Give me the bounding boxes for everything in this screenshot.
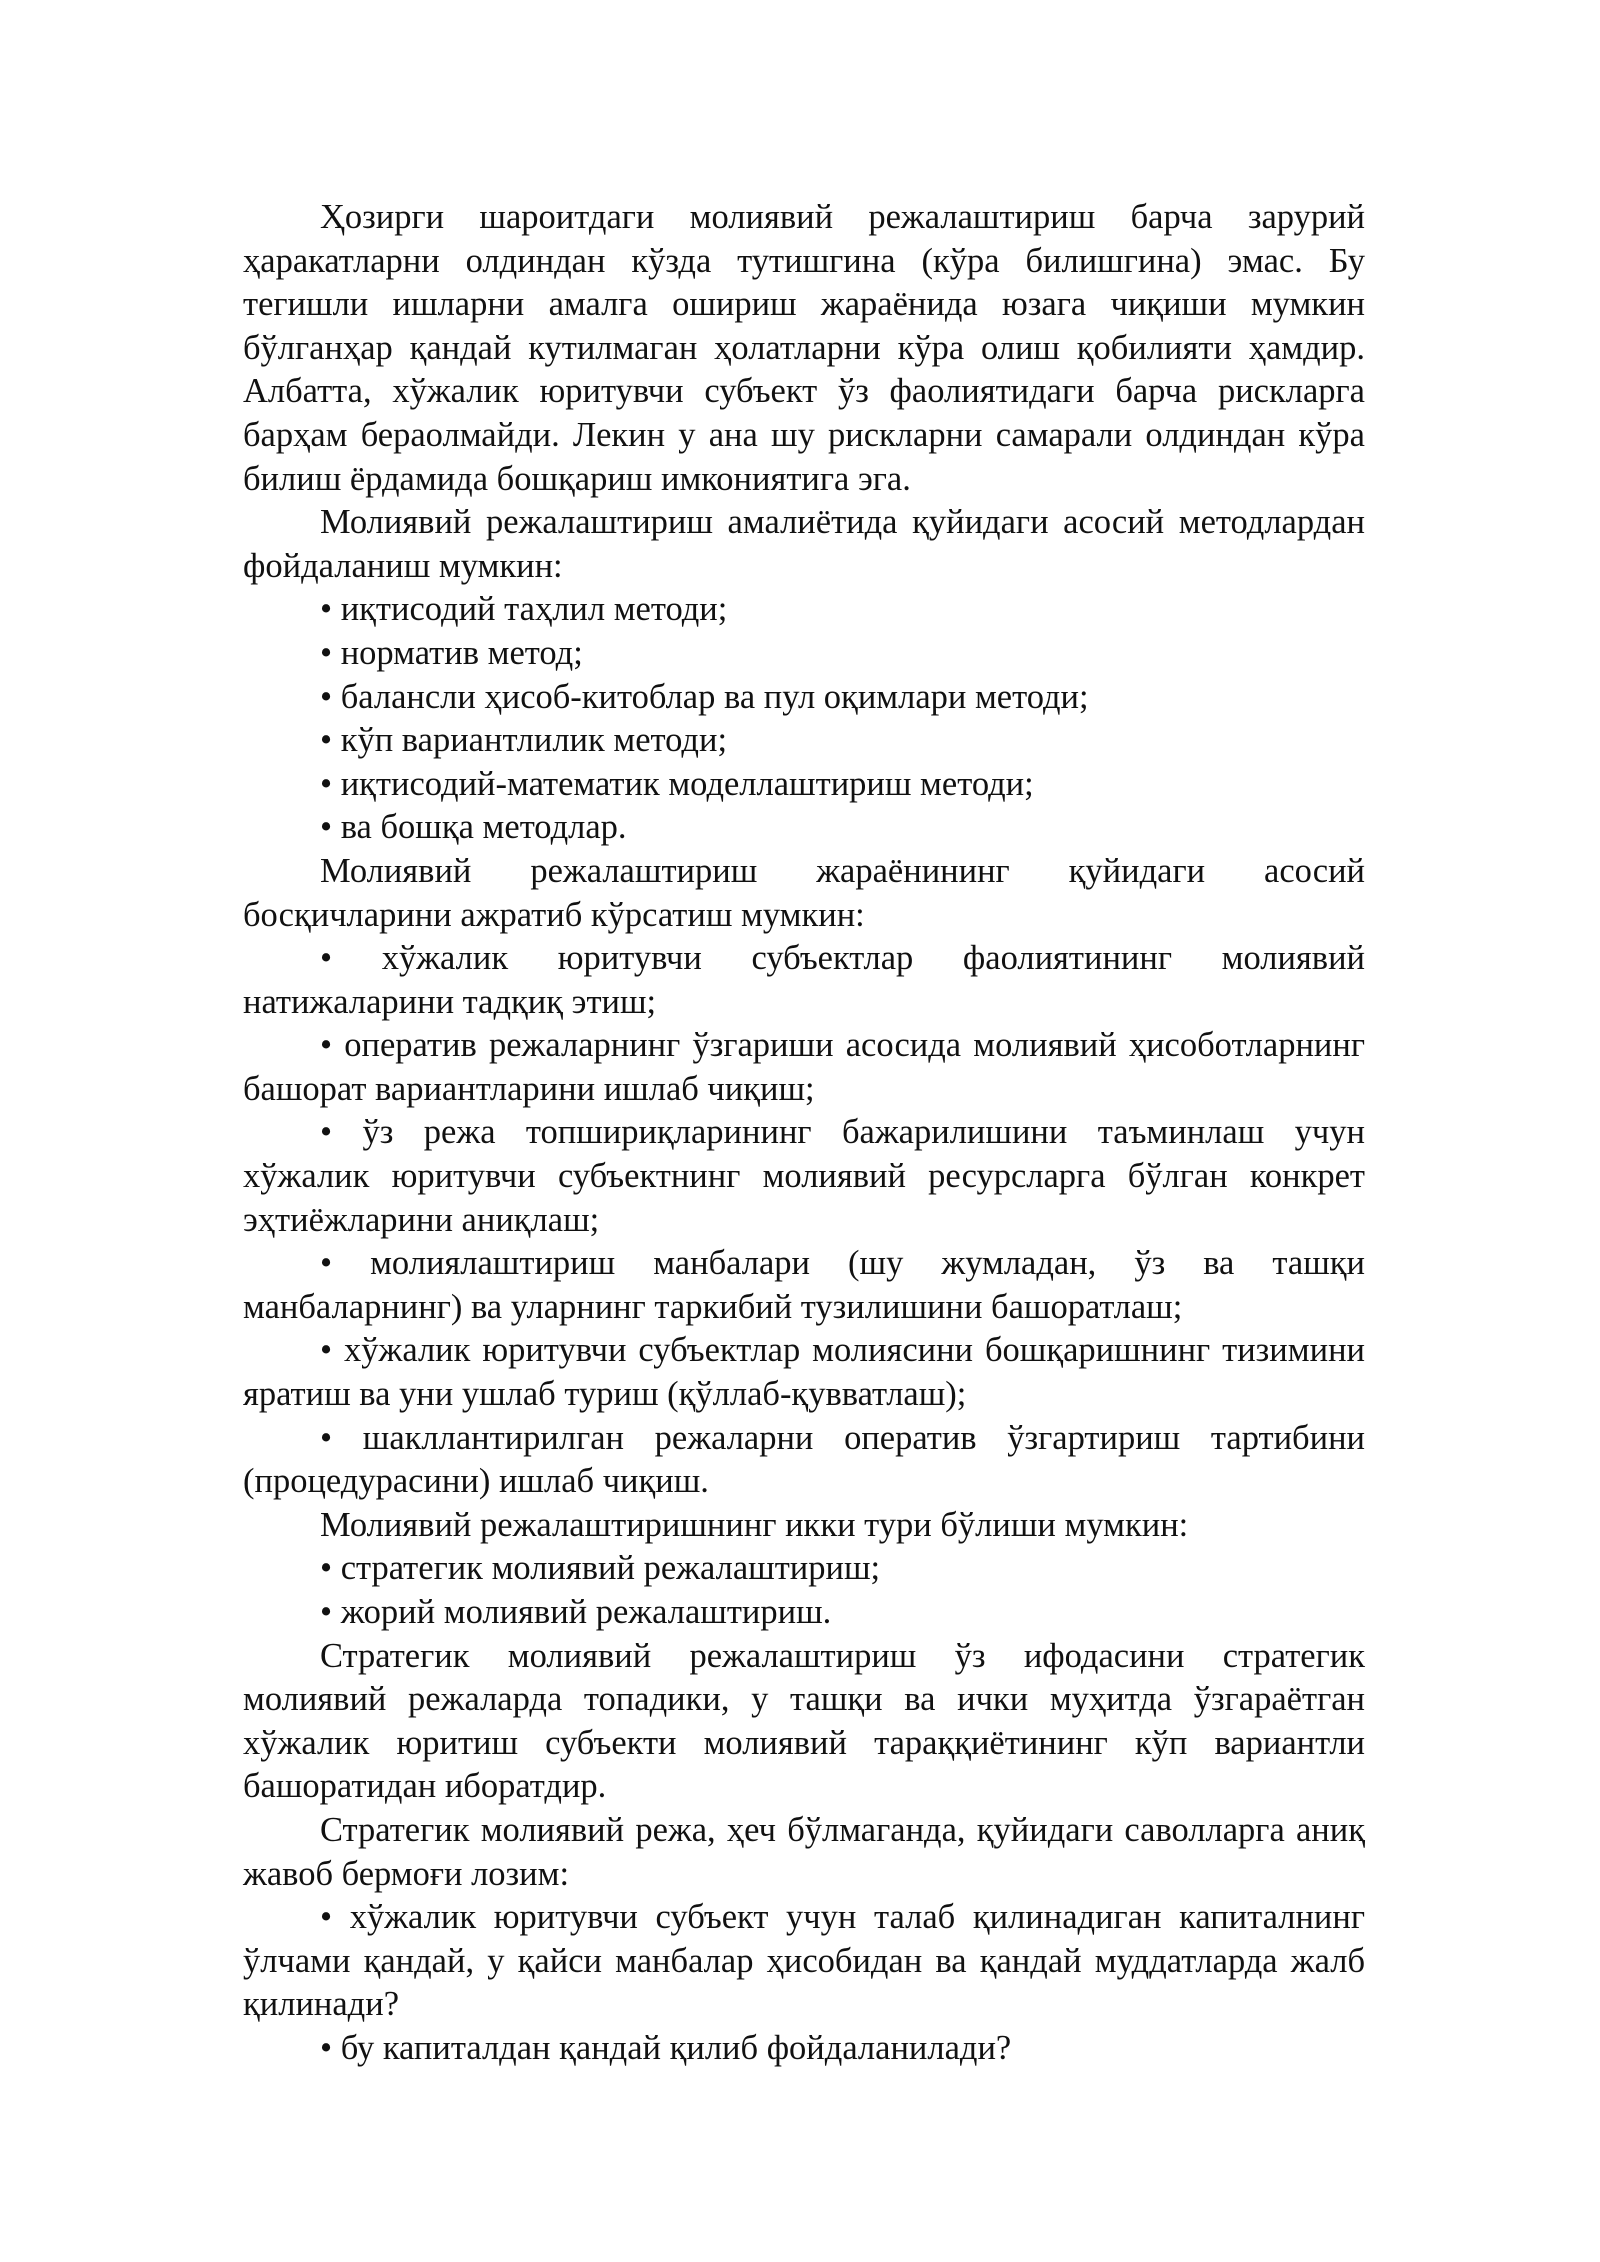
list-item-stage-needs: • ўз режа топшириқларининг бажарилишини таъминлаш учун хўжалик юритувчи субъектнинг молиявий ресурсларга бўлган конкрет эҳтиёжларини аниқлаш; [243,1113,1365,1239]
list-item-stage-sources: • молиялаштириш манбалари (шу жумладан, ўз ва ташқи манбаларнинг) ва уларнинг таркибий тузилишини башоратлаш; [243,1244,1365,1326]
list-item-current-planning: • жорий молиявий режалаштириш. [320,1593,832,1631]
paragraph-methods-intro: Молиявий режалаштириш амалиётида қуйидаги асосий методлардан фойдаланиш мумкин: [243,503,1365,585]
list-item-stage-management: • хўжалик юритувчи субъектлар молиясини бошқаришнинг тизимини яратиш ва уни ушлаб туриш (қўллаб-қувватлаш); [243,1331,1365,1414]
list-item-balance-method: • балансли ҳисоб-китоблар ва пул оқимлари методи; [320,677,1089,716]
list-item-normative-method: • норматив метод; [320,633,583,672]
list-item-other-methods: • ва бошқа методлар. [320,808,627,847]
list-item-multivariant-method: • кўп вариантлилик методи; [320,721,728,760]
paragraph-strategic-questions: Стратегик молиявий режа, ҳеч бўлмаганда, қуйидаги саволларга аниқ жавоб бермоғи лозим: [243,1810,1365,1893]
list-item-stage-procedure: • шакллантирилган режаларни оператив ўзгартириш тартибини (процедурасини) ишлаб чиқиш. [243,1418,1365,1501]
list-item-stage-research: • хўжалик юритувчи субъектлар фаолиятининг молиявий натижаларини тадқиқ этиш; [243,939,1365,1021]
paragraph-types-intro: Молиявий режалаштиришнинг икки тури бўлиши мумкин: [320,1505,1189,1544]
list-item-strategic-planning: • стратегик молиявий режалаштириш; [320,1549,881,1588]
paragraph-strategic-definition: Стратегик молиявий режалаштириш ўз ифодасини стратегик молиявий режаларда топадики, у ташқи ва ички муҳитда ўзгараётган хўжалик юритиш субъекти молиявий тараққиётининг кўп вариантли башоратидан иборатдир. [243,1636,1365,1806]
list-item-capital-size: • хўжалик юритувчи субъект учун талаб қилинадиган капиталнинг ўлчами қандай, у қайси манбалар ҳисобидан ва қандай муддатларда жалб қилинади? [243,1898,1365,2024]
document-page [243,196,1365,2071]
paragraph-current-conditions: Ҳозирги шароитдаги молиявий режалаштириш барча зарурий ҳаракатларни олдиндан кўзда тутишгина (кўра билишгина) эмас. Бу тегишли ишларни амалга ошириш жараёнида юзага чиқиши мумкин бўлганҳар қандай кутилмаган ҳолатларни кўра олиш қобилияти ҳамдир. Албатта, хўжалик юритувчи субъект ўз фаолиятидаги барча рискларга барҳам бераолмайди. Лекин у ана шу рискларни самарали олдиндан кўра билиш ёрдамида бошқариш имкониятига эга. [243,198,1365,498]
list-item-economic-analysis: • иқтисодий таҳлил методи; [320,590,728,629]
list-item-capital-use: • бу капиталдан қандай қилиб фойдаланилади? [320,2028,1012,2067]
list-item-math-modeling: • иқтисодий-математик моделлаштириш методи; [320,764,1034,803]
paragraph-stages-intro: Молиявий режалаштириш жараёнининг қуйидаги асосий босқичларини ажратиб кўрсатиш мумкин: [243,851,1365,934]
list-item-stage-forecast: • оператив режаларнинг ўзгариши асосида молиявий ҳисоботларнинг башорат вариантларини ишлаб чиқиш; [243,1026,1365,1108]
